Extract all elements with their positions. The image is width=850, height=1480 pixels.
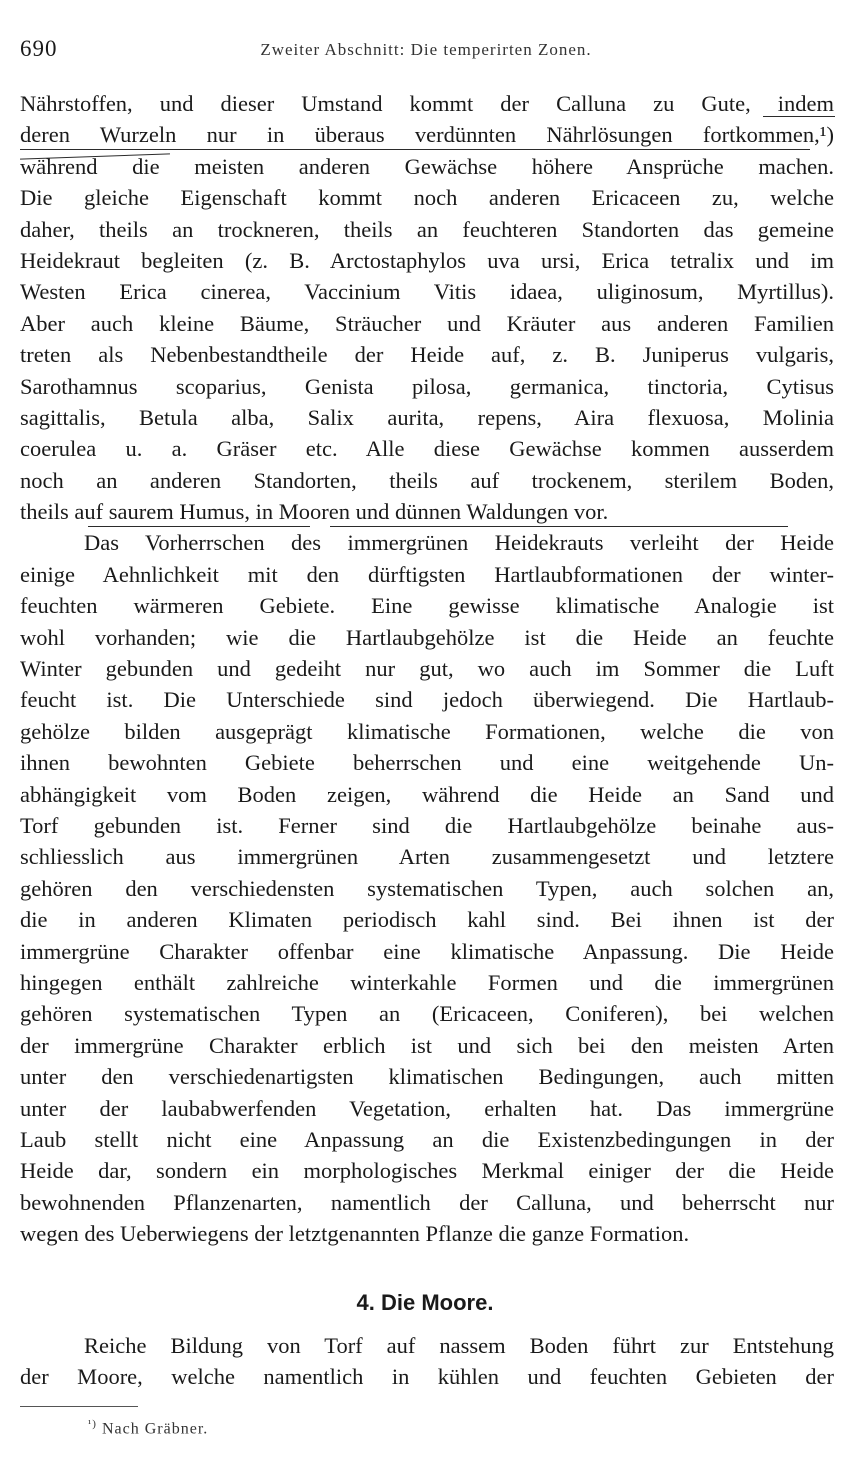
section-heading: 4. Die Moore. <box>356 1290 494 1315</box>
text-line: feuchten wärmeren Gebiete. Eine gewisse klimatische Analogie ist <box>20 593 834 619</box>
text-line: gehören systematischen Typen an (Ericaceen, Coniferen), bei welchen <box>20 1001 834 1027</box>
text-line: Nährstoffen, und dieser Umstand kommt der Calluna zu Gute, indem <box>20 91 834 116</box>
footnote-marker: ¹) <box>88 1418 97 1430</box>
pen-underline-mooren <box>330 526 788 527</box>
text-line: Westen Erica cinerea, Vaccinium Vitis idaea, uliginosum, Myrtillus). <box>20 279 834 305</box>
page-number: 690 <box>20 36 58 61</box>
text-line: Heidekraut begleiten (z. B. Arctostaphylos uva ursi, Erica tetralix und im <box>20 247 834 273</box>
text-line: ihnen bewohnten Gebiete beherrschen und eine weitgehende Un- <box>20 750 834 776</box>
text-line: sagittalis, Betula alba, Salix aurita, repens, Aira flexuosa, Molinia <box>20 404 834 430</box>
text-line: Das Vorherrschen des immergrünen Heidekrauts verleiht der Heide <box>84 530 834 556</box>
running-head: Zweiter Abschnitt: Die temperirten Zonen. <box>260 40 592 59</box>
text-line: Sarothamnus scoparius, Genista pilosa, germanica, tinctoria, Cytisus <box>20 373 834 399</box>
text-line: immergrüne Charakter offenbar eine klimatische Anpassung. Die Heide <box>20 938 834 964</box>
section-text-line: der Moore, welche namentlich in kühlen und feuchten Gebieten der <box>20 1364 834 1390</box>
pen-underline-wurzeln <box>20 149 810 150</box>
text-line: abhängigkeit vom Boden zeigen, während die Heide an Sand und <box>20 781 834 807</box>
footnote-text: Nach Gräbner. <box>101 1420 209 1438</box>
text-line: daher, theils an trockneren, theils an feuchteren Standorten das gemeine <box>20 216 834 242</box>
footnote-rule <box>20 1406 138 1407</box>
text-line: Laub stellt nicht eine Anpassung an die Existenzbedingungen in der <box>20 1126 834 1152</box>
text-line: deren Wurzeln nur in überaus verdünnten Nährlösungen fortkommen,¹) <box>20 122 834 148</box>
page-header <box>20 36 832 66</box>
text-line: der immergrüne Charakter erblich ist und sich bei den meisten Arten <box>20 1032 834 1058</box>
text-line: Aber auch kleine Bäume, Sträucher und Kräuter aus anderen Familien <box>20 310 834 336</box>
text-line: einige Aehnlichkeit mit den dürftigsten Hartlaubformationen der winter- <box>20 561 834 587</box>
text-line: Heide dar, sondern ein morphologisches Merkmal einiger der die Heide <box>20 1158 834 1184</box>
body-text <box>20 88 834 1249</box>
text-line: unter den verschiedenartigsten klimatischen Bedingungen, auch mitten <box>20 1064 834 1090</box>
text-line: während die meisten anderen Gewächse höhere Ansprüche machen. <box>20 153 834 179</box>
text-line: unter der laubabwerfenden Vegetation, erhalten hat. Das immergrüne <box>20 1095 834 1121</box>
text-line: coerulea u. a. Gräser etc. Alle diese Gewächse kommen ausserdem <box>20 436 834 462</box>
text-line: die in anderen Klimaten periodisch kahl sind. Bei ihnen ist der <box>20 907 834 933</box>
text-line: Die gleiche Eigenschaft kommt noch anderen Ericaceen zu, welche <box>20 185 834 211</box>
section-text <box>20 1330 834 1393</box>
text-line: gehölze bilden ausgeprägt klimatische Formationen, welche die von <box>20 718 834 744</box>
text-line: gehören den verschiedensten systematischen Typen, auch solchen an, <box>20 875 834 901</box>
text-line: wegen des Ueberwiegens der letztgenannten Pflanze die ganze Formation. <box>20 1221 690 1247</box>
text-line: Winter gebunden und gedeiht nur gut, wo auch im Sommer die Luft <box>20 656 834 682</box>
text-line: schliesslich aus immergrünen Arten zusammengesetzt und letztere <box>20 844 834 870</box>
pen-underline-humus <box>88 526 310 527</box>
section-text-line: Reiche Bildung von Torf auf nassem Boden führt zur Entstehung <box>84 1333 834 1358</box>
text-line: wohl vorhanden; wie die Hartlaubgehölze ist die Heide an feuchte <box>20 624 834 650</box>
text-line: Torf gebunden ist. Ferner sind die Hartlaubgehölze beinahe aus- <box>20 812 834 838</box>
footnote <box>88 1418 208 1438</box>
text-line: feucht ist. Die Unterschiede sind jedoch überwiegend. Die Hartlaub- <box>20 687 834 713</box>
text-line: bewohnenden Pflanzenarten, namentlich der Calluna, und beherrscht nur <box>20 1189 834 1215</box>
text-line: hingegen enthält zahlreiche winterkahle Formen und die immergrünen <box>20 969 834 995</box>
text-line: theils auf saurem Humus, in Mooren und dünnen Waldungen vor. <box>20 499 609 525</box>
text-line: noch an anderen Standorten, theils auf trockenem, sterilem Boden, <box>20 467 834 493</box>
pen-underline-indem <box>763 116 835 117</box>
text-line: treten als Nebenbestandtheile der Heide auf, z. B. Juniperus vulgaris, <box>20 342 834 368</box>
